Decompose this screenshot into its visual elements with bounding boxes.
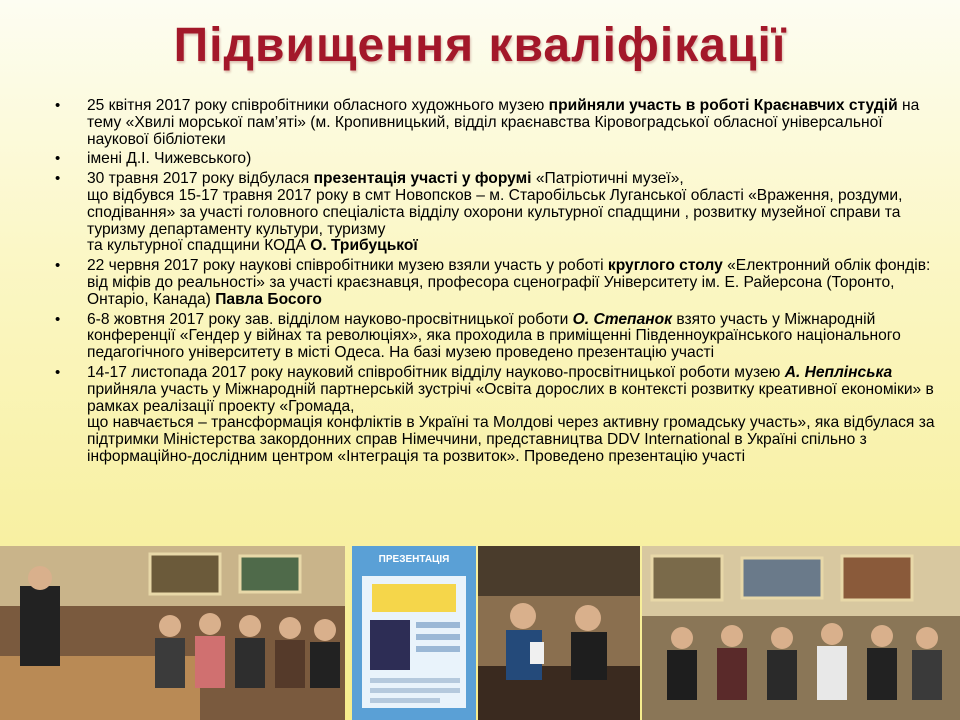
bullet-text-segment: «Електронний облік фондів: від міфів до реальності» за участі краєзнавця, професора сценографії Університету ім. Е. Райерсона (Торонто, Онтаріо, Канада) bbox=[87, 257, 931, 308]
bullet-text-segment: що відбувся 15-17 травня 2017 року в смт Новопсков – м. Старобільськ Луганської області «Враження, роздуми, сподівання» за участі головного спеціаліста відділу охорони культурної спадщини , розвитку музейної справи та туризму департаменту культури, туризму bbox=[87, 186, 903, 238]
bullet-item bbox=[55, 258, 945, 308]
bullet-text-segment: 25 квітня 2017 року співробітники обласного художнього музею bbox=[87, 97, 549, 114]
bullet-item bbox=[55, 171, 945, 255]
bullet-text-segment: презентація участі у форумі bbox=[313, 170, 532, 188]
bullet-glyph: • bbox=[55, 363, 61, 381]
bullet-glyph: • bbox=[55, 150, 61, 168]
bullet-text-segment: прийняла участь у Міжнародній партнерській зустрічі «Освіта дорослих в контексті розвитку креативної економіки» в рамках реалізації проекту «Громада, bbox=[87, 380, 934, 415]
bullet-text-segment: О. Трибуцької bbox=[310, 237, 418, 255]
bullet-text-segment: Павла Босого bbox=[215, 290, 322, 308]
bullet-glyph: • bbox=[55, 97, 61, 114]
bullet-text-segment: взято участь у Міжнародній конференції «Гендер у війнах та революціях», яка проходила в приміщенні Південноукраїнського національного педагогічного університету в місті Одеса. На базі музею проведено презентацію участі bbox=[87, 310, 901, 362]
bullet-item bbox=[55, 98, 945, 148]
poster-body bbox=[362, 576, 466, 708]
bullet-text-segment: на тему «Хвилі морської пам’яті» (м. Кропивницький, відділ краєнавства Кіровоградської обласної універсальної наукової бібліотеки bbox=[87, 97, 920, 148]
photo-meeting-room bbox=[0, 546, 345, 720]
bullet-item bbox=[55, 312, 945, 362]
bullet-item bbox=[55, 365, 945, 466]
bullet-text-segment: імені Д.І. Чижевського) bbox=[87, 150, 252, 168]
bullet-text-segment: що навчається – трансформація конфліктів в Україні та Молдові через активну громадську участь», яка відбулася за підтримки Міністерства закордонних справ Німеччини, представництва DDV International в Україні спільно з інформаційно-дослідним центром «Інтеграція та розвиток». Проведено презентацію участі bbox=[87, 414, 935, 465]
slide-title: Підвищення кваліфікації bbox=[173, 19, 787, 72]
bullet-glyph: • bbox=[55, 170, 61, 188]
bullet-text-segment: 30 травня 2017 року відбулася bbox=[87, 170, 314, 188]
bullet-list bbox=[55, 98, 945, 469]
bullet-text-segment: прийняли участь в роботі Краєнавчих студій bbox=[548, 97, 898, 114]
bullet-text-segment: О. Степанок bbox=[572, 310, 673, 328]
photo-group bbox=[642, 546, 960, 720]
poster-title: ПРЕЗЕНТАЦІЯ bbox=[378, 554, 450, 565]
photo-speakers bbox=[478, 546, 640, 720]
bullet-item bbox=[55, 151, 945, 168]
bullet-text-segment: А. Неплінська bbox=[784, 363, 893, 381]
bullet-glyph: • bbox=[55, 257, 61, 275]
photo-presentation-poster bbox=[352, 546, 476, 720]
photo-strip bbox=[0, 546, 960, 720]
bullet-text-segment: 6-8 жовтня 2017 року зав. відділом науково-просвітницької роботи bbox=[87, 310, 573, 328]
bullet-text-segment: та культурної спадщини КОДА bbox=[87, 237, 311, 255]
bullet-glyph: • bbox=[55, 310, 61, 328]
bullet-text-segment: «Патріотичні музеї», bbox=[531, 170, 684, 188]
bullet-text-segment: 14-17 листопада 2017 року науковий співробітник відділу науково-просвітницької роботи музею bbox=[87, 363, 785, 381]
bullet-text-segment: круглого столу bbox=[607, 257, 723, 275]
bullet-text-segment: 22 червня 2017 року наукові співробітники музею взяли участь у роботі bbox=[87, 257, 608, 275]
